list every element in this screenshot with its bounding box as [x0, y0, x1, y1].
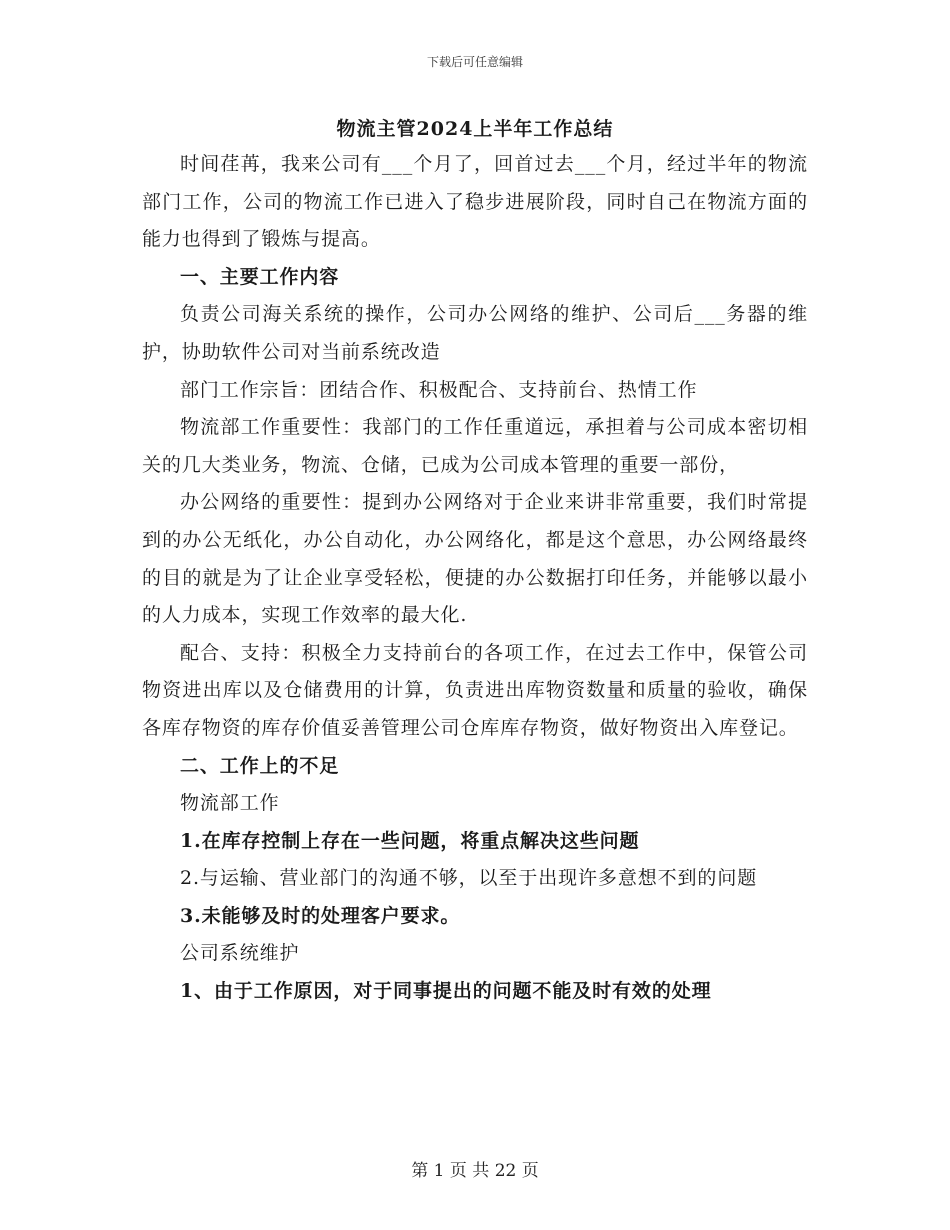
subsection-label: 公司系统维护	[180, 942, 300, 965]
paragraph: 物流部工作重要性：我部门的工作任重道远，承担着与公司成本密切相关的几大类业务，物流、仓储，已成为公司成本管理的重要一部份，	[142, 416, 808, 476]
list-item: 3.未能够及时的处理客户要求。	[180, 904, 461, 927]
subsection-label: 物流部工作	[180, 792, 280, 815]
paragraph: 负责公司海关系统的操作，公司办公网络的维护、公司后___务器的维护，协助软件公司对当前系统改造	[142, 303, 808, 363]
paragraph: 办公网络的重要性：提到办公网络对于企业来讲非常重要，我们时常提到的办公无纸化，办公自动化，办公网络化，都是这个意思，办公网络最终的目的就是为了让企业享受轻松，便捷的办公数据打印任务，并能够以最小的人力成本，实现工作效率的最大化.	[142, 491, 808, 627]
section-heading: 二、工作上的不足	[180, 754, 340, 777]
document-title: 物流主管2024上半年工作总结	[336, 118, 614, 140]
list-item: 2.与运输、营业部门的沟通不够，以至于出现许多意想不到的问题	[180, 867, 758, 890]
list-item: 1.在库存控制上存在一些问题，将重点解决这些问题	[180, 829, 640, 852]
paragraph: 配合、支持：积极全力支持前台的各项工作，在过去工作中，保管公司物资进出库以及仓储费用的计算，负责进出库物资数量和质量的验收，确保各库存物资的库存价值妥善管理公司仓库库存物资，做好物资出入库登记。	[142, 641, 808, 739]
section-heading: 一、主要工作内容	[180, 265, 340, 288]
paragraph: 部门工作宗旨：团结合作、积极配合、支持前台、热情工作	[180, 378, 698, 401]
page-number-footer: 第 1 页 共 22 页	[411, 1161, 539, 1181]
page-header-note: 下载后可任意编辑	[426, 55, 523, 69]
document-body	[142, 146, 808, 1011]
list-item: 1、由于工作原因，对于同事提出的问题不能及时有效的处理	[180, 980, 712, 1003]
paragraph: 时间荏苒，我来公司有___个月了，回首过去___个月，经过半年的物流部门工作，公司的物流工作已进入了稳步进展阶段，同时自己在物流方面的能力也得到了锻炼与提高。	[142, 153, 808, 251]
